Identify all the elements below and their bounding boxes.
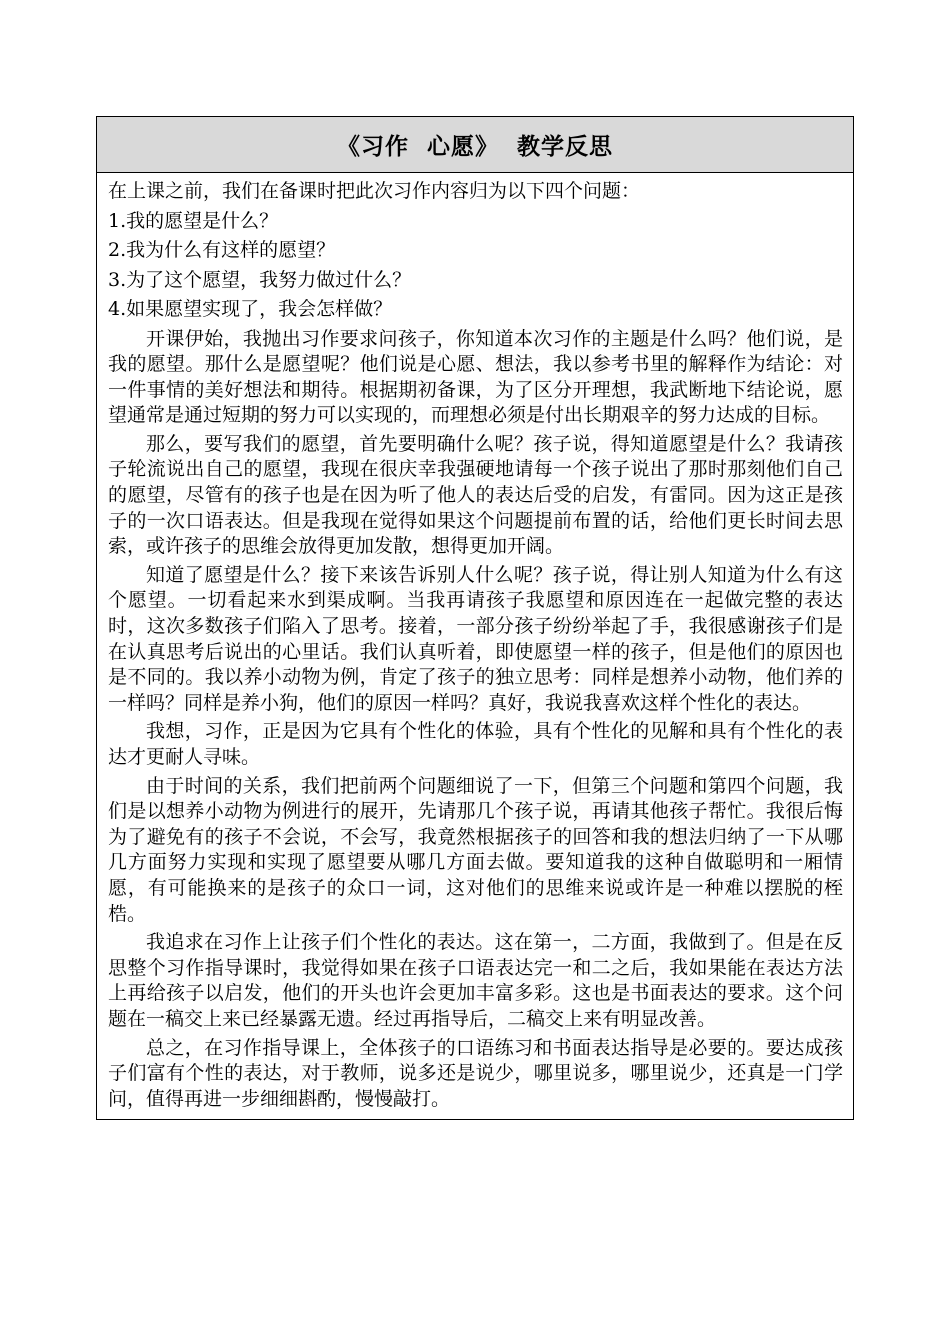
document-title: 《习作 心愿》 教学反思 bbox=[97, 117, 853, 173]
question-item: 4.如果愿望实现了，我会怎样做？ bbox=[108, 298, 393, 320]
paragraph: 我想，习作，正是因为它具有个性化的体验，具有个性化的见解和具有个性化的表达才更耐人寻味。 bbox=[108, 720, 843, 768]
intro-line: 在上课之前，我们在备课时把此次习作内容归为以下四个问题： bbox=[108, 180, 641, 202]
paragraph: 开课伊始，我抛出习作要求问孩子，你知道本次习作的主题是什么吗？他们说，是我的愿望。那什么是愿望呢？他们说是心愿、想法，我以参考书里的解释作为结论：对一件事情的美好想法和期待。根据期初备课，为了区分开理想，我武断地下结论说，愿望通常是通过短期的努力可以实现的，而理想必须是付出长期艰辛的努力达成的目标。 bbox=[108, 327, 843, 427]
document-body bbox=[97, 173, 853, 1119]
paragraph: 总之，在习作指导课上，全体孩子的口语练习和书面表达指导是必要的。要达成孩子们富有个性的表达，对于教师，说多还是说少，哪里说多，哪里说少，还真是一门学问，值得再进一步细细斟酌，慢慢敲打。 bbox=[108, 1036, 843, 1110]
paragraph: 知道了愿望是什么？接下来该告诉别人什么呢？孩子说，得让别人知道为什么有这个愿望。一切看起来水到渠成啊。当我再请孩子我愿望和原因连在一起做完整的表达时，这次多数孩子们陷入了思考。接着，一部分孩子纷纷举起了手，我很感谢孩子们是在认真思考后说出的心里话。我们认真听着，即使愿望一样的孩子，但是他们的原因也是不同的。我以养小动物为例，肯定了孩子的独立思考：同样是想养小动物，他们养的一样吗？同样是养小狗，他们的原因一样吗？真好，我说我喜欢这样个性化的表达。 bbox=[108, 563, 843, 714]
paragraph: 我追求在习作上让孩子们个性化的表达。这在第一，二方面，我做到了。但是在反思整个习作指导课时，我觉得如果在孩子口语表达完一和二之后，我如果能在表达方法上再给孩子以启发，他们的开头也许会更加丰富多彩。这也是书面表达的要求。这个问题在一稿交上来已经暴露无遗。经过再指导后，二稿交上来有明显改善。 bbox=[108, 931, 843, 1030]
question-item: 2.我为什么有这样的愿望？ bbox=[108, 239, 336, 261]
question-item: 3.为了这个愿望，我努力做过什么？ bbox=[108, 268, 412, 291]
paragraph: 那么，要写我们的愿望，首先要明确什么呢？孩子说，得知道愿望是什么？我请孩子轮流说出自己的愿望，我现在很庆幸我强硬地请每一个孩子说出了那时那刻他们自己的愿望，尽管有的孩子也是在因为听了他人的表达后受的启发，有雷同。因为这正是孩子的一次口语表达。但是我现在觉得如果这个问题提前布置的话，给他们更长时间去思索，或许孩子的思维会放得更加发散，想得更加开阔。 bbox=[108, 432, 843, 558]
paragraph: 由于时间的关系，我们把前两个问题细说了一下，但第三个问题和第四个问题，我们是以想养小动物为例进行的展开，先请那几个孩子说，再请其他孩子帮忙。我很后悔为了避免有的孩子不会说，不会写，我竟然根据孩子的回答和我的想法归纳了一下从哪几方面努力实现和实现了愿望要从哪几方面去做。要知道我的这种自做聪明和一厢情愿，有可能换来的是孩子的众口一词，这对他们的思维来说或许是一种难以摆脱的桎梏。 bbox=[108, 774, 843, 925]
reflection-table bbox=[96, 116, 854, 1120]
question-item: 1.我的愿望是什么？ bbox=[108, 209, 279, 232]
